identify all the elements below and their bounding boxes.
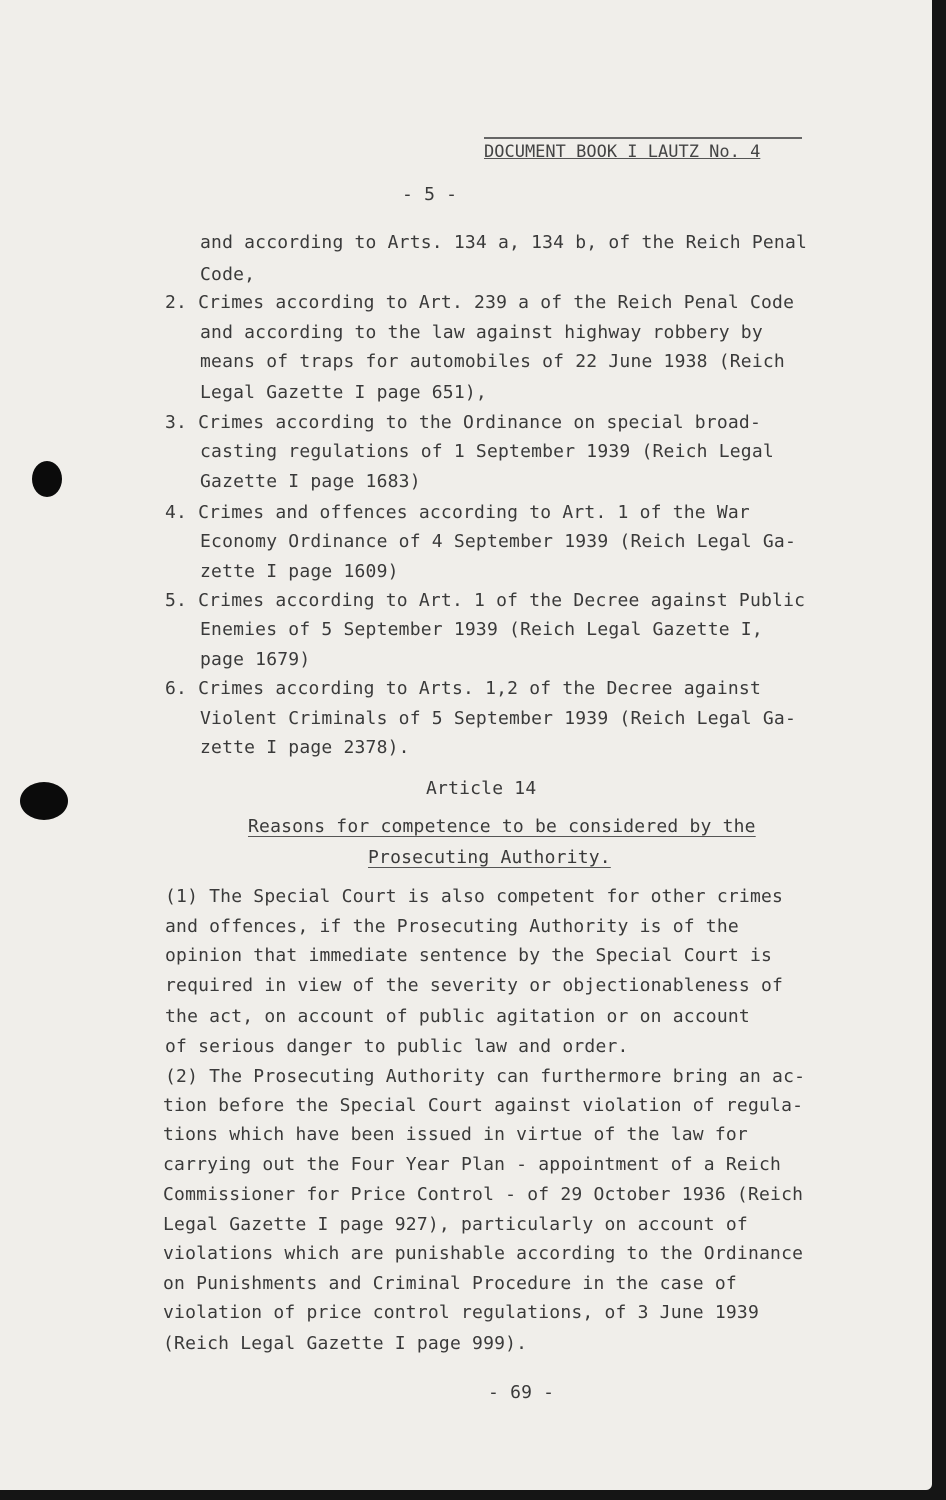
body-line: 6. Crimes according to Arts. 1,2 of the Decree against	[165, 678, 761, 699]
body-line: casting regulations of 1 September 1939 (Reich Legal	[200, 441, 774, 462]
paragraph-line: the act, on account of public agitation or on account	[165, 1006, 750, 1027]
article-heading-line-2: Prosecuting Authority.	[368, 847, 611, 868]
body-line: Enemies of 5 September 1939 (Reich Legal Gazette I,	[200, 619, 763, 640]
paragraph-line: (2) The Prosecuting Authority can furthermore bring an ac-	[165, 1066, 806, 1087]
header-rule	[484, 137, 802, 139]
paragraph-line: tions which have been issued in virtue of the law for	[163, 1124, 748, 1145]
body-line: 3. Crimes according to the Ordinance on special broad-	[165, 412, 761, 433]
paragraph-line: Commissioner for Price Control - of 29 October 1936 (Reich	[163, 1184, 804, 1205]
page-number: - 69 -	[488, 1382, 555, 1403]
body-line: page 1679)	[200, 649, 311, 670]
paragraph-line: required in view of the severity or objectionableness of	[165, 975, 784, 996]
punch-hole-bottom	[20, 782, 68, 820]
article-heading-line-1: Reasons for competence to be considered by the	[248, 816, 756, 837]
body-line: zette I page 1609)	[200, 561, 399, 582]
paragraph-line: Legal Gazette I page 927), particularly on account of	[163, 1214, 748, 1235]
body-line: Violent Criminals of 5 September 1939 (Reich Legal Ga-	[200, 708, 796, 729]
paragraph-line: (1) The Special Court is also competent for other crimes	[165, 886, 784, 907]
document-reference: DOCUMENT BOOK I LAUTZ No. 4	[484, 142, 761, 162]
body-line: and according to Arts. 134 a, 134 b, of the Reich Penal	[200, 232, 808, 253]
paragraph-line: (Reich Legal Gazette I page 999).	[163, 1333, 528, 1354]
article-title: Article 14	[426, 778, 537, 799]
paragraph-line: carrying out the Four Year Plan - appointment of a Reich	[163, 1154, 782, 1175]
paragraph-line: and offences, if the Prosecuting Authority is of the	[165, 916, 739, 937]
body-line: 4. Crimes and offences according to Art. 1 of the War	[165, 502, 750, 523]
page-marker: - 5 -	[402, 184, 458, 205]
body-line: zette I page 2378).	[200, 737, 410, 758]
body-line: 2. Crimes according to Art. 239 a of the Reich Penal Code	[165, 292, 795, 313]
punch-hole-top	[32, 461, 62, 497]
paragraph-line: opinion that immediate sentence by the Special Court is	[165, 945, 773, 966]
body-line: Economy Ordinance of 4 September 1939 (Reich Legal Ga-	[200, 531, 796, 552]
body-line: means of traps for automobiles of 22 June 1938 (Reich	[200, 351, 785, 372]
body-line: Code,	[200, 264, 256, 285]
paragraph-line: of serious danger to public law and order.	[165, 1036, 629, 1057]
body-line: and according to the law against highway robbery by	[200, 322, 763, 343]
paragraph-line: violation of price control regulations, of 3 June 1939	[163, 1302, 759, 1323]
body-line: Legal Gazette I page 651),	[200, 382, 487, 403]
paragraph-line: violations which are punishable according to the Ordinance	[163, 1243, 804, 1264]
paragraph-line: tion before the Special Court against violation of regula-	[163, 1095, 804, 1116]
body-line: Gazette I page 1683)	[200, 471, 421, 492]
body-line: 5. Crimes according to Art. 1 of the Decree against Public	[165, 590, 806, 611]
paragraph-line: on Punishments and Criminal Procedure in the case of	[163, 1273, 737, 1294]
